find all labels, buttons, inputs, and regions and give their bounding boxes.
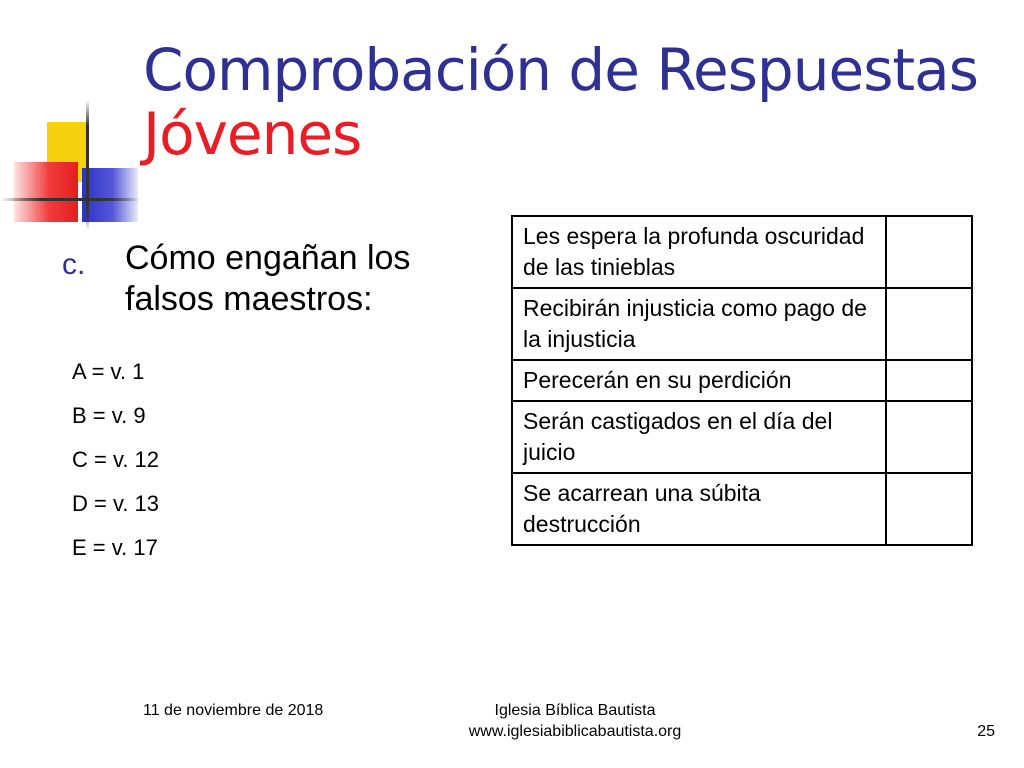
footer-church <box>440 700 710 742</box>
table-cell-answer <box>886 288 972 360</box>
table-cell-text: Les espera la profunda oscuridad de las tinieblas <box>512 216 886 288</box>
answer-item: A = v. 1 <box>72 359 145 384</box>
bullet-marker: c. <box>62 248 86 281</box>
table-cell-text: Recibirán injusticia como pago de la injusticia <box>512 288 886 360</box>
answer-item: D = v. 13 <box>72 491 160 516</box>
answer-item: B = v. 9 <box>72 403 146 428</box>
table-row <box>512 216 972 288</box>
table-row <box>512 288 972 360</box>
footer-church-name: Iglesia Bíblica Bautista <box>494 702 656 719</box>
table-row <box>512 401 972 473</box>
horizontal-line <box>0 198 140 201</box>
table-cell-text: Serán castigados en el día del juicio <box>512 401 886 473</box>
footer-date: 11 de noviembre de 2018 <box>143 702 324 719</box>
red-square <box>14 162 78 222</box>
decorative-logo <box>0 100 140 230</box>
answers-table <box>511 215 973 546</box>
table-cell-answer <box>886 401 972 473</box>
answer-item: E = v. 17 <box>72 535 158 560</box>
answer-item: C = v. 12 <box>72 447 160 472</box>
blue-square <box>82 168 138 222</box>
slide-title <box>143 38 978 166</box>
table-row <box>512 360 972 401</box>
page-number: 25 <box>977 723 995 740</box>
bullet-text: Cómo engañan los falsos maestros: <box>125 239 411 318</box>
footer-website: www.iglesiabiblicabautista.org <box>468 723 682 740</box>
title-line-2: Jóvenes <box>143 100 362 168</box>
title-line-1: Comprobación de Respuestas <box>143 36 978 104</box>
table-cell-answer <box>886 473 972 545</box>
answer-key-list <box>72 350 159 570</box>
table-cell-text: Perecerán en su perdición <box>512 360 886 401</box>
table-cell-answer <box>886 360 972 401</box>
table-cell-text: Se acarrean una súbita destrucción <box>512 473 886 545</box>
vertical-line <box>86 100 89 230</box>
table-cell-answer <box>886 216 972 288</box>
table-row <box>512 473 972 545</box>
